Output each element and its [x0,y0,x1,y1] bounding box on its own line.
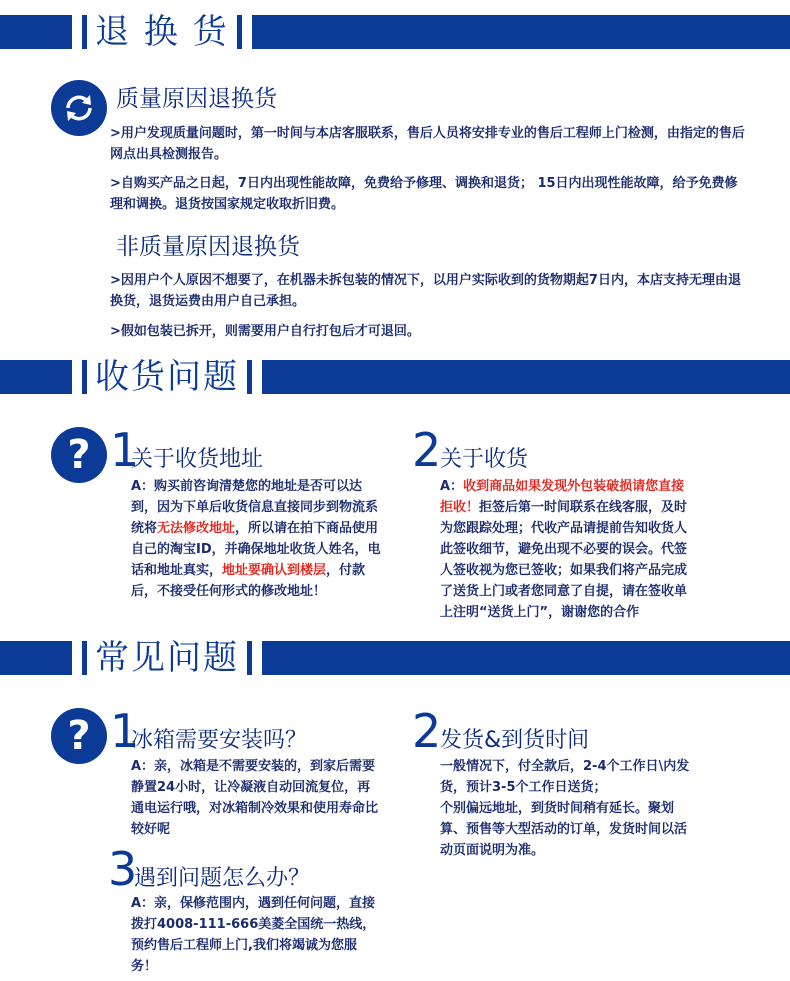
title-bar-right [237,15,242,49]
answer-text: 拒签后第一时间联系在线客服，及时为您跟踪处理；代收产品请提前告知收货人此签收细节，避免出现不必要的误会。代签人签收视为您已签收；如果我们将产品完成了送货上门或者您同意了自提，请在签收单上注明“送货上门”，谢谢您的合作 [440,500,688,620]
section-title-returns: 退 换 货 [95,12,229,52]
title-bar-left [82,641,87,675]
section-title-box [72,633,262,683]
section-banner-returns [0,12,790,52]
receiving-q2-answer [440,476,690,623]
non-quality-heading: 非质量原因退换货 [116,234,300,260]
non-quality-paragraph-2: >假如包装已拆开，则需要用户自行打包后才可退回。 [110,324,420,339]
title-bar-left [82,15,87,49]
title-bar-right [247,641,252,675]
section-title-receiving: 收货问题 [95,357,239,397]
faq-q2-answer [440,756,690,861]
faq-q3-number: 3 [108,842,138,896]
faq-q2-heading: 发货&到货时间 [440,728,590,753]
answer-text: ，付款后，不接受任何形式的修改地址！ [131,563,366,599]
answer-text: A：购买前咨询清楚您的地址是否可以达到，因为下单后收货信息直接同步到物流系统将 [131,479,379,536]
section-banner-faq [0,638,790,678]
faq-q1-answer: A：亲，冰箱是不需要安装的，到家后需要静置24小时，让冷凝液自动回流复位，再通电运行哦，对冰箱制冷效果和使用寿命比较好呢 [131,759,379,837]
receiving-q2-number: 2 [412,423,442,477]
receiving-q1-answer [131,476,381,602]
receiving-q1-number: 1 [110,423,140,477]
faq-q1-heading: 冰箱需要安装吗？ [131,728,308,753]
quality-paragraph-1: >用户发现质量问题时，第一时间与本店客服联系，售后人员将安排专业的售后工程师上门检测，由指定的售后网点出具检测报告。 [110,126,745,162]
question-icon: ? [51,708,107,764]
faq-q3-heading: 遇到问题怎么办？ [134,866,311,891]
answer-line: 个别偏远地址，到货时间稍有延长。聚划算、预售等大型活动的订单，发货时间以活动页面说明为准。 [440,801,688,858]
section-title-box [72,352,262,402]
faq-q2-number: 2 [412,704,442,758]
answer-line: 一般情况下，付全款后，2-4个工作日\内发货，预计3-5个工作日送货； [440,759,690,795]
answer-highlight: 收到商品如果发现外包装破损请您直接拒收！ [440,479,685,515]
quality-heading: 质量原因退换货 [116,86,277,112]
answer-text: A： [440,479,464,494]
quality-paragraph-2: >自购买产品之日起，7日内出现性能故障，免费给予修理、调换和退货； 15日内出现性能故障，给予免费修理和调换。退货按国家规定收取折旧费。 [110,176,738,212]
title-bar-left [82,360,87,394]
faq-q3-answer: A：亲，保修范围内，遇到任何问题，直接拨打4008-111-666美菱全国统一热线，预约售后工程师上门,我们将竭诚为您服务！ [131,896,376,974]
answer-highlight: 无法修改地址 [157,521,236,536]
title-bar-right [247,360,252,394]
answer-highlight: 地址要确认到楼层 [222,563,327,578]
question-icon: ? [51,427,107,483]
refresh-icon [51,80,107,136]
receiving-q2-heading: 关于收货 [440,447,529,472]
faq-q1-number: 1 [110,704,140,758]
section-title-faq: 常见问题 [95,638,239,678]
section-title-box [72,7,252,57]
answer-text: ，所以请在拍下商品使用自己的淘宝ID，并确保地址收货人姓名，电话和地址真实， [131,521,381,578]
receiving-q1-heading: 关于收货地址 [131,447,264,472]
non-quality-paragraph-1: >因用户个人原因不想要了，在机器未拆包装的情况下，以用户实际收到的货物期起7日内，本店支持无理由退换货，退货运费由用户自己承担。 [110,273,741,309]
section-banner-receiving [0,357,790,397]
